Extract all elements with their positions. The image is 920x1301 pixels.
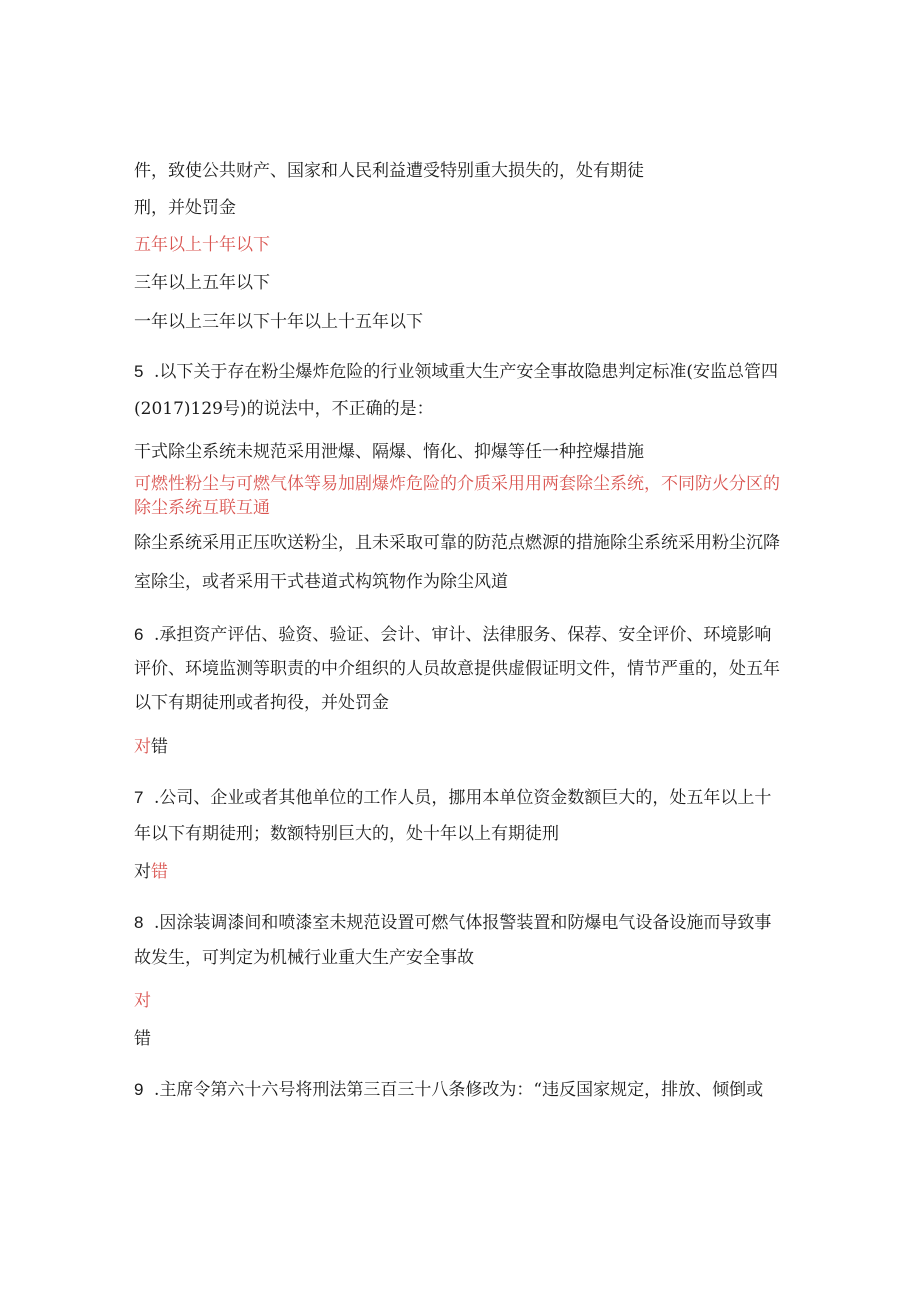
q7-number: 7 xyxy=(134,788,144,807)
q8-true-option-answer: 对 xyxy=(134,991,151,1011)
q4-option-b: 三年以上五年以下 xyxy=(134,273,270,293)
q5-option-c-line2: 室除尘，或者采用干式巷道式构筑物作为除尘风道 xyxy=(134,572,508,592)
q8-question-line1 xyxy=(134,912,771,934)
q6-options xyxy=(134,736,168,758)
q8-text-line1: .因涂装调漆间和喷漆室未规范设置可燃气体报警装置和防爆电气设备设施而导致事 xyxy=(154,913,772,933)
q6-question-line1 xyxy=(134,624,771,646)
q7-options xyxy=(134,861,168,883)
q6-text-line3: 以下有期徒刑或者拘役，并处罚金 xyxy=(134,693,389,713)
q8-number: 8 xyxy=(134,913,144,932)
q5-question-line1 xyxy=(134,361,778,383)
q6-text-line2: 评价、环境监测等职责的中介组织的人员故意提供虚假证明文件，情节严重的，处五年 xyxy=(134,659,780,679)
q4-option-a-answer: 五年以上十年以下 xyxy=(134,235,270,255)
q5-option-b-answer-line1: 可燃性粉尘与可燃气体等易加剧爆炸危险的介质采用用两套除尘系统，不同防火分区的 xyxy=(134,474,780,494)
q5-number: 5 xyxy=(134,362,144,381)
q6-false-option: 错 xyxy=(151,737,168,757)
q6-true-option-answer: 对 xyxy=(134,737,151,757)
q4-text-line1: 件，致使公共财产、国家和人民利益遭受特别重大损失的，处有期徒 xyxy=(134,161,644,181)
q4-text-line2: 刑，并处罚金 xyxy=(134,198,236,218)
q5-option-a: 干式除尘系统未规范采用泄爆、隔爆、惰化、抑爆等任一种控爆措施 xyxy=(134,442,644,462)
q4-option-c: 一年以上三年以下十年以上十五年以下 xyxy=(134,312,423,332)
q9-question-line1 xyxy=(134,1079,763,1101)
q6-number: 6 xyxy=(134,625,144,644)
q7-text-line1: .公司、企业或者其他单位的工作人员，挪用本单位资金数额巨大的，处五年以上十 xyxy=(154,788,772,808)
q7-question-line1 xyxy=(134,787,771,809)
q7-true-option: 对 xyxy=(134,862,151,882)
q5-text-line2: (2017)129号)的说法中，不正确的是： xyxy=(134,399,434,419)
q5-text-line1: .以下关于存在粉尘爆炸危险的行业领域重大生产安全事故隐患判定标准(安监总管四 xyxy=(154,362,779,382)
q9-number: 9 xyxy=(134,1080,144,1099)
q8-text-line2: 故发生，可判定为机械行业重大生产安全事故 xyxy=(134,948,474,968)
q6-text-line1: .承担资产评估、验资、验证、会计、审计、法律服务、保荐、安全评价、环境影响 xyxy=(154,625,772,645)
q5-option-b-answer-line2: 除尘系统互联互通 xyxy=(134,498,270,518)
q5-option-c-line1: 除尘系统采用正压吹送粉尘，且未采取可靠的防范点燃源的措施除尘系统采用粉尘沉降 xyxy=(134,533,780,553)
q7-false-option-answer: 错 xyxy=(151,862,168,882)
q8-false-option: 错 xyxy=(134,1029,151,1049)
q7-text-line2: 年以下有期徒刑；数额特别巨大的，处十年以上有期徒刑 xyxy=(134,824,559,844)
q9-text-line1: .主席令第六十六号将刑法第三百三十八条修改为：“违反国家规定，排放、倾倒或 xyxy=(154,1080,764,1100)
